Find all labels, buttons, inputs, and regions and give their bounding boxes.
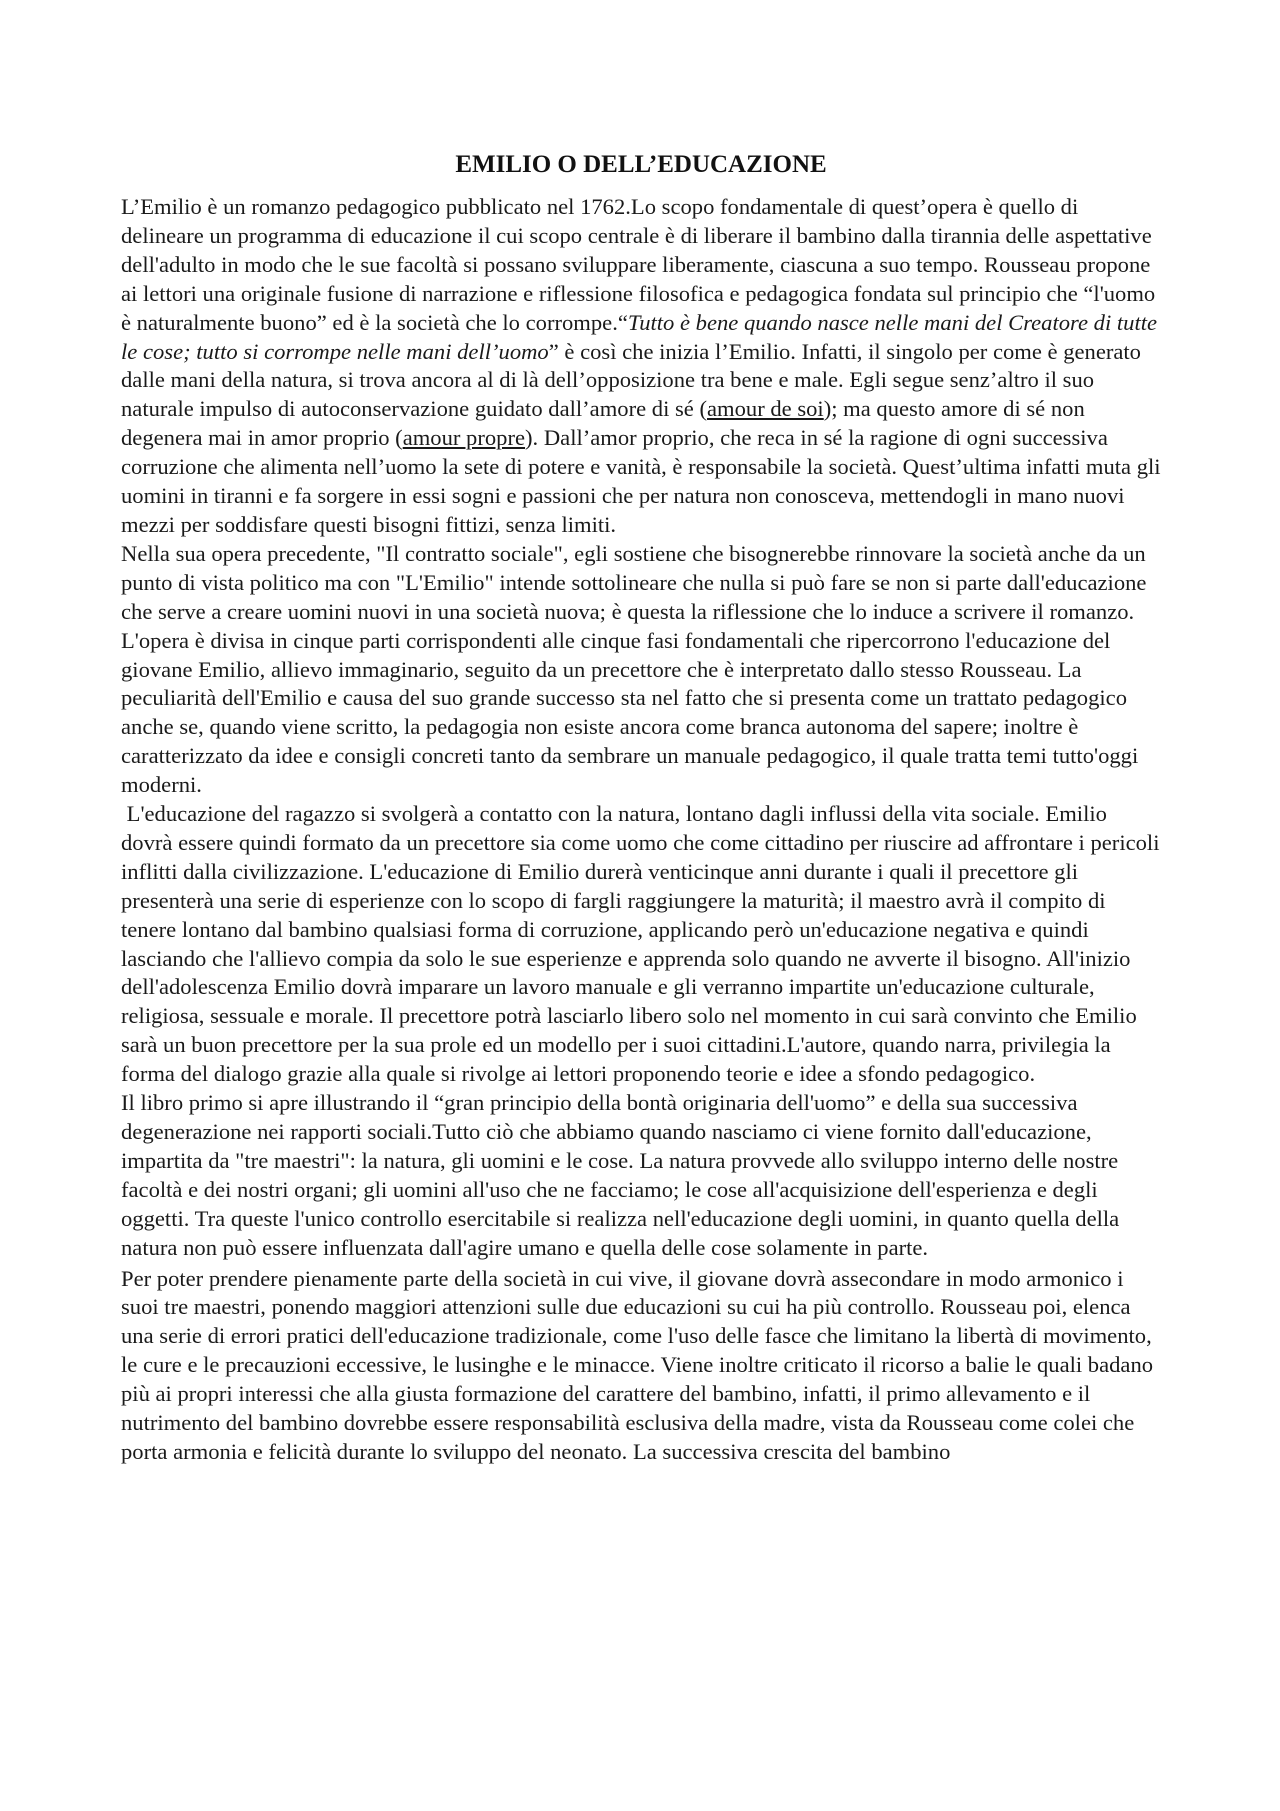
rousseau-quote: Tutto è bene quando nasce nelle mani del Creatore di tutte le cose; tutto si corrompe nelle mani dell’uomo: [121, 309, 1158, 364]
paragraph-2: Nella sua opera precedente, "Il contratto sociale", egli sostiene che bisognerebbe rinnovare la società anche da un punto di vista politico ma con "L'Emilio" intende sottolineare che nulla si può fare se non si parte dall'educazione che serve a creare uomini nuovi in una società nuova; è questa la riflessione che lo induce a scrivere il romanzo. L'opera è divisa in cinque parti corrispondenti alle cinque fasi fondamentali che ripercorrono l'educazione del giovane Emilio, allievo immaginario, seguito da un precettore che è interpretato dallo stesso Rousseau. La peculiarità dell'Emilio e causa del suo grande successo sta nel fatto che si presenta come un trattato pedagogico anche se, quando viene scritto, la pedagogia non esiste ancora come branca autonoma del sapere; inoltre è caratterizzato da idee e consigli concreti tanto da sembrare un manuale pedagogico, il quale tratta temi tutto'oggi moderni.: [121, 540, 1147, 798]
paragraph-4: Il libro primo si apre illustrando il “gran principio della bontà originaria dell'uomo” e della sua successiva degenerazione nei rapporti sociali.Tutto ciò che abbiamo quando nasciamo ci viene fornito dall'educazione, impartita da "tre maestri": la natura, gli uomini e le cose. La natura provvede allo sviluppo interno delle nostre facoltà e dei nostri organi; gli uomini all'uso che ne facciamo; le cose all'acquisizione dell'esperienza e degli oggetti. Tra queste l'unico controllo esercitabile si realizza nell'educazione degli uomini, in quanto quella della natura non può essere influenzata dall'agire umano e quella delle cose solamente in parte.: [121, 1090, 1120, 1260]
document-title: EMILIO O DELL’EDUCAZIONE: [455, 151, 827, 178]
term-amour-de-soi: amour de soi: [707, 396, 824, 422]
paragraph-5: Per poter prendere pienamente parte della società in cui vive, il giovane dovrà assecondare in modo armonico i suoi tre maestri, ponendo maggiori attenzioni sulle due educazioni su cui ha più controllo. Rousseau poi, elenca una serie di errori pratici dell'educazione tradizionale, come l'uso delle fasce che limitano la libertà di movimento, le cure e le precauzioni eccessive, le lusinghe e le minacce. Viene inoltre criticato il ricorso a balie le quali badano più ai propri interessi che alla giusta formazione del carattere del bambino, infatti, il primo allevamento e il nutrimento del bambino dovrebbe essere responsabilità esclusiva della madre, vista da Rousseau come colei che porta armonia e felicità durante lo sviluppo del neonato. La successiva crescita del bambino: [121, 1265, 1154, 1464]
paragraph-1-ending: ). Dall’amor proprio, che reca in sé la ragione di ogni successiva corruzione che alimenta nell’uomo la sete di potere e vanità, è responsabile la società. Quest’ultima infatti muta gli uomini in tiranni e fa sorgere in essi sogni e passioni che per natura non conosceva, mettendogli in mano nuovi mezzi per soddisfare questi bisogni fittizi, senza limiti.: [121, 425, 1161, 537]
paragraph-1-after-quote: ” è così che inizia l’Emilio. Infatti, il singolo per come è generato dalle mani della natura, si trova ancora al di là dell’opposizione tra bene e male. Egli segue senz’altro il suo naturale impulso di autoconservazione guidato dall’amore di sé (: [121, 338, 1141, 422]
paragraph-1: [121, 193, 1161, 540]
term-amour-propre: amour propre: [402, 425, 526, 451]
paragraph-3: L'educazione del ragazzo si svolgerà a contatto con la natura, lontano dagli influssi della vita sociale. Emilio dovrà essere quindi formato da un precettore sia come uomo che come cittadino per riuscire ad affrontare i pericoli inflitti dalla civilizzazione. L'educazione di Emilio durerà venticinque anni durante i quali il precettore gli presenterà una serie di esperienze con lo scopo di fargli raggiungere la maturità; il maestro avrà il compito di tenere lontano dal bambino qualsiasi forma di corruzione, applicando però un'educazione negativa e quindi lasciando che l'allievo compia da solo le sue esperienze e apprenda solo quando ne avverte il bisogno. All'inizio dell'adolescenza Emilio dovrà imparare un lavoro manuale e gli verranno impartite un'educazione culturale, religiosa, sessuale e morale. Il precettore potrà lasciarlo libero solo nel momento in cui sarà convinto che Emilio sarà un buon precettore per la sua prole ed un modello per i suoi cittadini.L'autore, quando narra, privilegia la forma del dialogo grazie alla quale si rivolge ai lettori proponendo teorie e idee a sfondo pedagogico.: [121, 801, 1166, 1087]
paragraph-1-intro: L’Emilio è un romanzo pedagogico pubblicato nel 1762.Lo scopo fondamentale di quest’opera è quello di delineare un programma di educazione il cui scopo centrale è di liberare il bambino dalla tirannia delle aspettative dell'adulto in modo che le sue facoltà si possano sviluppare liberamente, ciascuna a suo tempo. Rousseau propone ai lettori una originale fusione di narrazione e riflessione filosofica e pedagogica fondata sul principio che “l'uomo è naturalmente buono” ed è la società che lo corrompe.“: [121, 194, 1156, 335]
document-body: [121, 150, 1166, 1467]
paragraph-1-between-terms: ); ma questo amore di sé non degenera mai in amor proprio (: [121, 396, 1085, 451]
